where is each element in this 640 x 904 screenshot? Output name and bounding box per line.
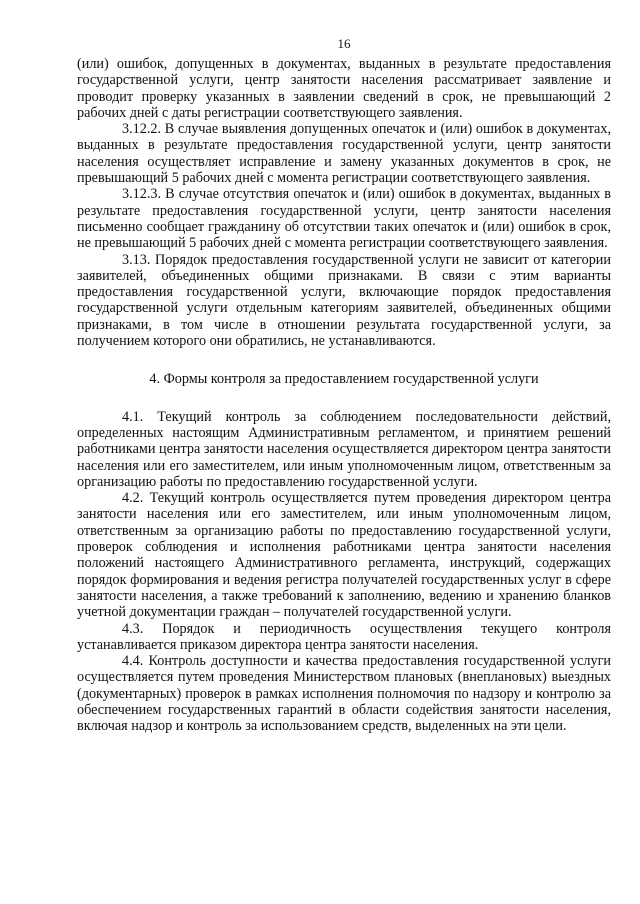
paragraph-3-13: 3.13. Порядок предоставления государственной услуги не зависит от категории заявителей, объединенных общими признаками. В связи с этим варианты предоставления государственной услуги, включающие порядок предоставления государственной услуги отдельным категориям заявителей, объединенных общими признаками, в том числе в отношении результата государственной услуги, за получением которого они обратились, не устанавливаются. — [77, 251, 611, 350]
paragraph-3-12-3: 3.12.3. В случае отсутствия опечаток и (или) ошибок в документах, выданных в результате предоставления государственной услуги, центр занятости населения письменно сообщает гражданину об отсутствии таких опечаток и (или) ошибок в срок, не превышающий 5 рабочих дней с момента регистрации соответствующего заявления. — [77, 186, 611, 252]
paragraph-4-2: 4.2. Текущий контроль осуществляется путем проведения директором центра занятости населения или его заместителем, или иным уполномоченным лицом, ответственным за организацию работы по предоставлению государственной услуги, проверок соблюдения и исполнения работниками центра занятости населения положений настоящего Административного регламента, инструкций, содержащих порядок формирования и ведения регистра получателей государственных услуг в сфере занятости населения, а также требований к заполнению, ведению и хранению бланков учетной документации граждан – получателей государственной услуги. — [77, 490, 611, 621]
paragraph-4-4: 4.4. Контроль доступности и качества предоставления государственной услуги осуществляется путем проведения Министерством плановых (внеплановых) выездных (документарных) проверок в рамках исполнения полномочия по надзору и контролю за обеспечением государственных гарантий в области содействия занятости населения, включая надзор и контроль за использованием средств, выделенных на эти цели. — [77, 653, 611, 735]
paragraph-4-1: 4.1. Текущий контроль за соблюдением последовательности действий, определенных настоящим Административным регламентом, и принятием решений работниками центра занятости населения осуществляется директором центра занятости населения или его заместителем, или иным уполномоченным лицом, ответственным за организацию работы по предоставлению государственной услуги. — [77, 408, 611, 490]
section-heading: 4. Формы контроля за предоставлением государственной услуги — [149, 371, 539, 388]
page-number: 16 — [337, 36, 351, 51]
paragraph-3-12-2: 3.12.2. В случае выявления допущенных опечаток и (или) ошибок в документах, выданных в результате предоставления государственной услуги, центр занятости населения осуществляет исправление и замену указанных документов в срок, не превышающий 5 рабочих дней с момента регистрации соответствующего заявления. — [77, 121, 611, 187]
paragraph-continuation: (или) ошибок, допущенных в документах, выданных в результате предоставления государственной услуги, центр занятости населения рассматривает заявление и проводит проверку указанных в заявлении сведений в срок, не превышающий 2 рабочих дней с даты регистрации соответствующего заявления. — [77, 56, 611, 121]
paragraph-4-3: 4.3. Порядок и периодичность осуществления текущего контроля устанавливается приказом директора центра занятости населения. — [77, 620, 611, 653]
